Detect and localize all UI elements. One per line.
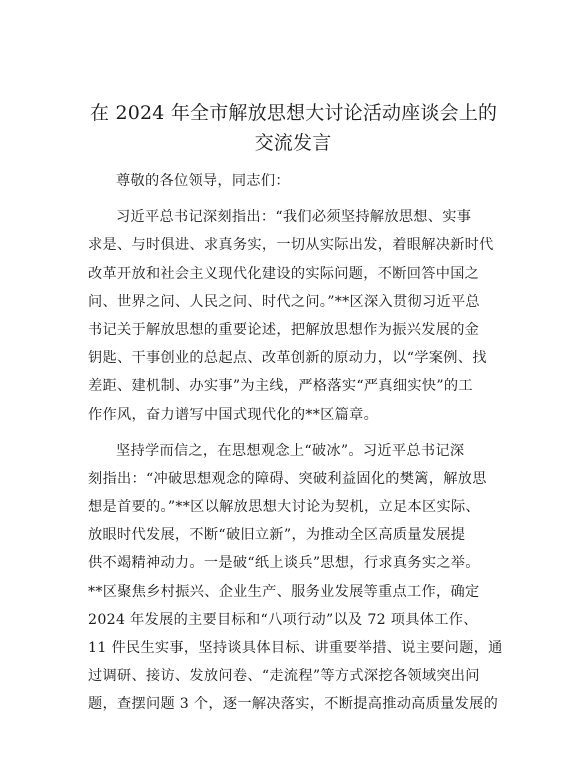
paragraph-line: **区聚焦乡村振兴、企业生产、服务业发展等重点工作，确定 bbox=[88, 583, 480, 600]
paragraph-line: 放眼时代发展，不断“破旧立新”，为推动全区高质量发展提 bbox=[88, 527, 466, 544]
paragraph-line: 供不竭精神动力。一是破“纸上谈兵”思想，行求真务实之举。 bbox=[88, 555, 480, 572]
paragraph-line: 钥匙、干事创业的总起点、改革创新的原动力，以“学案例、找 bbox=[88, 350, 487, 367]
title-line-2: 交流发言 bbox=[254, 132, 332, 154]
paragraph-line: 改革开放和社会主义现代化建设的实际问题，不断回答中国之 bbox=[88, 265, 480, 282]
paragraph-line: 11 件民生实事，坚持谈具体目标、讲重要举措、说主要问题，通 bbox=[88, 640, 503, 656]
title-line-1: 在 2024 年全市解放思想大讨论活动座谈会上的 bbox=[90, 102, 498, 124]
paragraph-line: 作作风，奋力谱写中国式现代化的**区篇章。 bbox=[88, 406, 379, 423]
document-body bbox=[88, 167, 503, 719]
paragraph-line: 刻指出：“冲破思想观念的障碍、突破利益固化的樊篱，解放思 bbox=[88, 470, 487, 487]
paragraph-1 bbox=[88, 203, 500, 429]
paragraph-line: 想是首要的。”**区以解放思想大讨论为契机，立足本区实际、 bbox=[88, 499, 480, 516]
paragraph-line: 过调研、接访、发放问卷、“走流程”等方式深挖各领域突出问 bbox=[88, 668, 480, 685]
paragraph-line: 差距、建机制、办实事”为主线，严格落实“严真细实快”的工 bbox=[88, 378, 473, 395]
paragraph-line: 2024 年发展的主要目标和“八项行动”以及 72 项具体工作、 bbox=[88, 611, 478, 628]
paragraph-line: 求是、与时俱进、求真务实，一切从实际出发，着眼解决新时代 bbox=[88, 237, 494, 254]
paragraph-line: 习近平总书记深刻指出：“我们必须坚持解放思想、实事 bbox=[116, 209, 472, 226]
document-title bbox=[90, 98, 496, 158]
paragraph-2 bbox=[88, 437, 503, 719]
salutation: 尊敬的各位领导，同志们： bbox=[116, 173, 290, 189]
paragraph-line: 书记关于解放思想的重要论述，把解放思想作为振兴发展的金 bbox=[88, 321, 480, 338]
paragraph-line: 问、世界之问、人民之问、时代之问。”**区深入贯彻习近平总 bbox=[88, 293, 480, 310]
paragraph-line: 题，查摆问题 3 个，逐一解决落实，不断提高推动高质量发展的 bbox=[88, 696, 499, 713]
paragraph-line: 坚持学而信之，在思想观念上“破冰”。习近平总书记深 bbox=[116, 442, 465, 459]
